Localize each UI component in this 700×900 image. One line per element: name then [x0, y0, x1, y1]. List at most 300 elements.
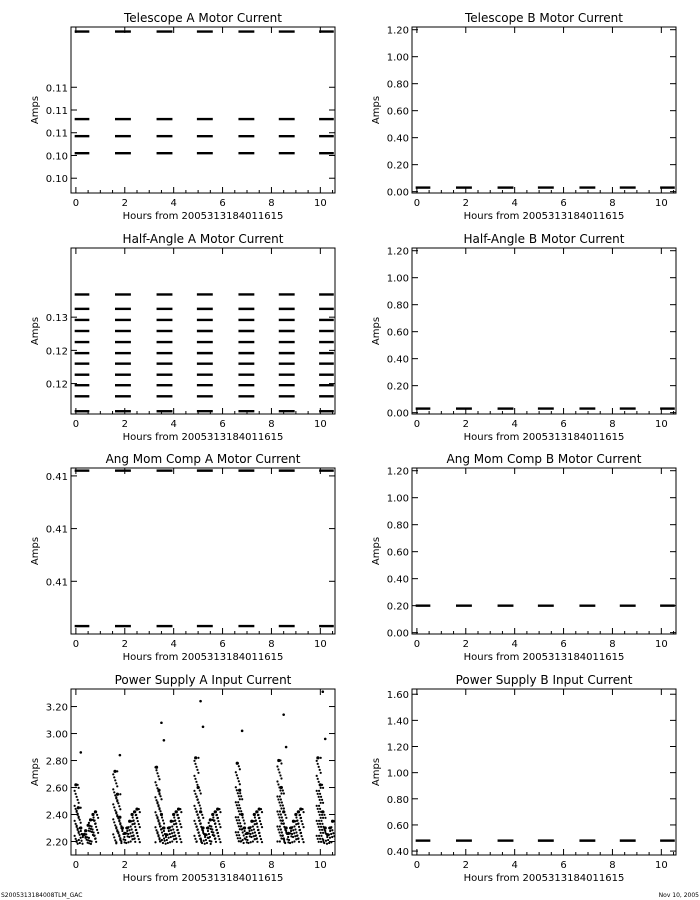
x-tick-label: 10: [654, 198, 668, 209]
chart-0: [30, 11, 335, 222]
cloud-point: [115, 811, 117, 813]
plot-frame: [71, 27, 335, 193]
cloud-point: [330, 841, 332, 843]
cloud-point: [279, 819, 281, 821]
y-tick-label: 0.40: [386, 354, 409, 366]
cloud-point: [201, 814, 203, 816]
cloud-point: [279, 825, 281, 827]
cloud-point: [283, 839, 285, 841]
cloud-point: [300, 835, 302, 837]
cloud-point: [157, 789, 159, 791]
cloud-point: [320, 817, 322, 819]
cloud-point: [154, 796, 156, 798]
cloud-point: [280, 807, 282, 809]
cloud-point: [280, 798, 282, 800]
cloud-point: [317, 778, 319, 780]
cloud-point: [252, 825, 254, 827]
cloud-point: [158, 778, 160, 780]
cloud-point: [160, 813, 162, 815]
cloud-point: [197, 798, 199, 800]
plot-frame: [412, 248, 676, 414]
cloud-point: [298, 814, 300, 816]
plot-frame: [412, 689, 676, 855]
cloud-point: [175, 838, 177, 840]
cloud-point: [318, 820, 320, 822]
cloud-point: [208, 833, 210, 835]
cloud-point: [112, 773, 114, 775]
cloud-point: [82, 836, 84, 838]
cloud-point: [79, 827, 81, 829]
cloud-point: [193, 835, 195, 837]
data-point: [285, 746, 288, 749]
cloud-point: [324, 817, 326, 819]
cloud-point: [163, 830, 165, 832]
data-point: [89, 818, 92, 821]
x-tick-label: 2: [121, 198, 128, 209]
y-tick-label: 1.00: [386, 273, 409, 285]
cloud-point: [286, 833, 288, 835]
x-tick-label: 8: [268, 198, 275, 209]
x-tick-label: 4: [511, 419, 518, 430]
cloud-point: [240, 825, 242, 827]
y-tick-label: 0.00: [386, 628, 409, 640]
cloud-point: [206, 827, 208, 829]
cloud-point: [169, 841, 171, 843]
cloud-point: [297, 838, 299, 840]
cloud-point: [137, 820, 139, 822]
cloud-point: [280, 777, 282, 779]
cloud-point: [242, 839, 244, 841]
cloud-point: [237, 837, 239, 839]
cloud-point: [302, 841, 304, 843]
y-tick-label: 3.20: [45, 702, 68, 714]
cloud-point: [196, 810, 198, 812]
cloud-point: [132, 816, 134, 818]
cloud-point: [321, 823, 323, 825]
y-tick-label: 0.41: [45, 524, 68, 536]
cloud-point: [119, 839, 121, 841]
cloud-point: [281, 820, 283, 822]
cloud-point: [250, 836, 252, 838]
cloud-point: [237, 777, 239, 779]
cloud-point: [321, 829, 323, 831]
cloud-point: [155, 814, 157, 816]
cloud-point: [320, 796, 322, 798]
cloud-point: [139, 841, 141, 843]
cloud-point: [116, 770, 118, 772]
cloud-point: [238, 810, 240, 812]
cloud-point: [158, 837, 160, 839]
cloud-point: [114, 824, 116, 826]
cloud-point: [282, 789, 284, 791]
y-tick-label: 1.20: [386, 246, 409, 258]
cloud-point: [320, 787, 322, 789]
cloud-point: [279, 759, 281, 761]
x-tick-label: 10: [313, 639, 327, 650]
cloud-point: [169, 833, 171, 835]
cloud-point: [115, 826, 117, 828]
cloud-point: [283, 811, 285, 813]
cloud-point: [137, 835, 139, 837]
cloud-point: [194, 793, 196, 795]
x-tick-label: 0: [413, 419, 421, 430]
cloud-point: [97, 832, 99, 834]
cloud-point: [78, 831, 80, 833]
cloud-point: [317, 838, 319, 840]
cloud-point: [258, 817, 260, 819]
cloud-point: [135, 814, 137, 816]
y-tick-label: 0.60: [386, 327, 409, 339]
cloud-point: [319, 838, 321, 840]
y-tick-label: 0.20: [386, 160, 409, 172]
x-tick-label: 8: [268, 639, 275, 650]
cloud-point: [114, 779, 116, 781]
cloud-point: [251, 829, 253, 831]
cloud-point: [243, 842, 245, 844]
chart-1: [371, 11, 676, 222]
y-tick-label: 0.40: [386, 574, 409, 586]
cloud-point: [300, 820, 302, 822]
cloud-point: [112, 818, 114, 820]
cloud-point: [318, 781, 320, 783]
cloud-point: [136, 817, 138, 819]
cloud-point: [118, 834, 120, 836]
x-tick-label: 4: [511, 860, 518, 871]
cloud-point: [259, 835, 261, 837]
cloud-point: [259, 820, 261, 822]
data-point: [209, 818, 212, 821]
cloud-point: [292, 836, 294, 838]
cloud-point: [154, 766, 156, 768]
cloud-point: [136, 832, 138, 834]
cloud-point: [219, 826, 221, 828]
x-tick-label: 0: [72, 198, 80, 209]
plot-frame: [71, 468, 335, 634]
data-point: [119, 754, 122, 757]
cloud-point: [200, 839, 202, 841]
cloud-point: [212, 816, 214, 818]
x-tick-label: 10: [313, 419, 327, 430]
cloud-point: [196, 769, 198, 771]
cloud-point: [164, 840, 166, 842]
cloud-point: [204, 843, 206, 845]
cloud-point: [278, 831, 280, 833]
cloud-point: [176, 829, 178, 831]
y-axis-label: Amps: [371, 757, 382, 787]
cloud-point: [155, 769, 157, 771]
cloud-point: [320, 772, 322, 774]
cloud-point: [281, 786, 283, 788]
cloud-point: [158, 807, 160, 809]
cloud-point: [316, 760, 318, 762]
cloud-point: [296, 820, 298, 822]
cloud-point: [214, 823, 216, 825]
cloud-point: [132, 835, 134, 837]
cloud-point: [326, 836, 328, 838]
cloud-point: [157, 775, 159, 777]
cloud-point: [118, 805, 120, 807]
data-point: [84, 829, 87, 832]
cloud-point: [198, 820, 200, 822]
cloud-point: [330, 826, 332, 828]
cloud-point: [171, 825, 173, 827]
cloud-point: [218, 823, 220, 825]
cloud-point: [167, 834, 169, 836]
cloud-point: [195, 781, 197, 783]
cloud-point: [198, 786, 200, 788]
cloud-point: [215, 811, 217, 813]
cloud-point: [240, 810, 242, 812]
y-tick-label: 0.40: [386, 847, 409, 859]
cloud-point: [156, 787, 158, 789]
cloud-point: [115, 782, 117, 784]
cloud-point: [293, 840, 295, 842]
cloud-point: [212, 831, 214, 833]
chart-2: [30, 232, 335, 443]
cloud-point: [287, 836, 289, 838]
cloud-point: [329, 837, 331, 839]
x-tick-label: 10: [313, 198, 327, 209]
cloud-point: [117, 816, 119, 818]
cloud-point: [319, 808, 321, 810]
y-tick-label: 0.60: [386, 820, 409, 832]
cloud-point: [319, 769, 321, 771]
cloud-point: [138, 838, 140, 840]
cloud-point: [254, 820, 256, 822]
cloud-point: [280, 828, 282, 830]
x-tick-label: 6: [219, 419, 226, 430]
cloud-point: [127, 833, 129, 835]
cloud-point: [112, 833, 114, 835]
cloud-point: [213, 835, 215, 837]
y-tick-label: 0.11: [45, 128, 68, 140]
cloud-point: [235, 801, 237, 803]
cloud-point: [235, 771, 237, 773]
cloud-point: [115, 796, 117, 798]
cloud-point: [179, 823, 181, 825]
chart-4: [30, 452, 335, 663]
data-point: [241, 730, 244, 733]
cloud-point: [316, 790, 318, 792]
x-tick-label: 2: [462, 639, 469, 650]
cloud-point: [176, 814, 178, 816]
cloud-point: [215, 826, 217, 828]
cloud-point: [131, 828, 133, 830]
chart-7: [371, 673, 676, 884]
cloud-point: [117, 802, 119, 804]
cloud-point: [280, 813, 282, 815]
cloud-point: [154, 811, 156, 813]
cloud-point: [252, 840, 254, 842]
cloud-point: [236, 804, 238, 806]
cloud-point: [242, 831, 244, 833]
y-tick-label: 1.40: [386, 716, 409, 728]
x-tick-label: 6: [560, 198, 567, 209]
cloud-point: [194, 823, 196, 825]
cloud-point: [156, 831, 158, 833]
cloud-point: [239, 822, 241, 824]
cloud-point: [115, 841, 117, 843]
cloud-point: [279, 789, 281, 791]
x-tick-label: 6: [560, 860, 567, 871]
cloud-point: [299, 832, 301, 834]
y-tick-label: 0.13: [45, 313, 68, 325]
cloud-point: [90, 840, 92, 842]
cloud-point: [254, 831, 256, 833]
cloud-point: [168, 830, 170, 832]
x-tick-label: 6: [219, 639, 226, 650]
x-tick-label: 6: [560, 419, 567, 430]
y-axis-label: Amps: [30, 95, 41, 125]
cloud-point: [250, 826, 252, 828]
cloud-point: [81, 843, 83, 845]
cloud-point: [131, 813, 133, 815]
cloud-point: [332, 832, 334, 834]
cloud-point: [302, 811, 304, 813]
cloud-point: [318, 841, 320, 843]
cloud-point: [195, 766, 197, 768]
cloud-point: [116, 814, 118, 816]
cloud-point: [133, 838, 135, 840]
cloud-point: [277, 783, 279, 785]
cloud-point: [210, 825, 212, 827]
cloud-point: [239, 768, 241, 770]
cloud-point: [193, 760, 195, 762]
cloud-point: [77, 799, 79, 801]
cloud-point: [197, 772, 199, 774]
cloud-point: [121, 830, 123, 832]
cloud-point: [119, 793, 121, 795]
cloud-point: [327, 839, 329, 841]
cloud-point: [289, 842, 291, 844]
cloud-point: [178, 820, 180, 822]
cloud-point: [322, 787, 324, 789]
cloud-point: [325, 833, 327, 835]
cloud-point: [200, 811, 202, 813]
y-axis-label: Amps: [30, 316, 41, 346]
cloud-point: [171, 840, 173, 842]
x-tick-label: 4: [170, 419, 177, 430]
cloud-point: [119, 822, 121, 824]
cloud-point: [280, 822, 282, 824]
cloud-point: [175, 823, 177, 825]
cloud-point: [138, 823, 140, 825]
x-tick-label: 6: [219, 860, 226, 871]
cloud-point: [206, 834, 208, 836]
cloud-point: [113, 836, 115, 838]
cloud-point: [239, 798, 241, 800]
cloud-point: [323, 842, 325, 844]
cloud-point: [295, 816, 297, 818]
cloud-point: [196, 840, 198, 842]
cloud-point: [76, 810, 78, 812]
y-axis-label: Amps: [371, 95, 382, 125]
cloud-point: [317, 808, 319, 810]
cloud-point: [319, 823, 321, 825]
cloud-point: [301, 823, 303, 825]
x-tick-label: 4: [170, 198, 177, 209]
cloud-point: [235, 831, 237, 833]
cloud-point: [172, 828, 174, 830]
x-axis-label: Hours from 2005313184011615: [122, 211, 284, 222]
cloud-point: [166, 839, 168, 841]
cloud-point: [241, 828, 243, 830]
x-tick-label: 2: [462, 860, 469, 871]
cloud-point: [157, 819, 159, 821]
cloud-point: [173, 831, 175, 833]
cloud-point: [282, 804, 284, 806]
data-point: [282, 713, 285, 716]
cloud-point: [215, 814, 217, 816]
cloud-point: [155, 829, 157, 831]
y-axis-label: Amps: [371, 316, 382, 346]
cloud-point: [163, 822, 165, 824]
data-layer: [75, 32, 334, 154]
cloud-point: [75, 838, 77, 840]
cloud-point: [78, 839, 80, 841]
chart-title: Telescope A Motor Current: [124, 11, 282, 25]
cloud-point: [78, 787, 80, 789]
cloud-point: [238, 789, 240, 791]
y-tick-label: 0.41: [45, 471, 68, 483]
cloud-point: [158, 792, 160, 794]
y-axis-label: Amps: [371, 536, 382, 566]
cloud-point: [116, 799, 118, 801]
y-tick-label: 0.80: [386, 794, 409, 806]
y-tick-label: 0.11: [45, 83, 68, 95]
cloud-point: [326, 843, 328, 845]
cloud-point: [160, 798, 162, 800]
cloud-point: [91, 813, 93, 815]
cloud-point: [322, 802, 324, 804]
cloud-point: [237, 816, 239, 818]
cloud-point: [176, 811, 178, 813]
cloud-point: [197, 757, 199, 759]
cloud-point: [323, 814, 325, 816]
cloud-point: [235, 786, 237, 788]
cloud-point: [199, 823, 201, 825]
cloud-point: [77, 813, 79, 815]
y-tick-label: 2.60: [45, 783, 68, 795]
cloud-point: [298, 811, 300, 813]
y-tick-label: 0.12: [45, 379, 68, 391]
plot-frame: [412, 468, 676, 634]
cloud-point: [296, 835, 298, 837]
cloud-point: [208, 837, 210, 839]
y-tick-label: 0.80: [386, 79, 409, 91]
y-tick-label: 0.40: [386, 133, 409, 145]
cloud-point: [320, 832, 322, 834]
cloud-point: [317, 823, 319, 825]
cloud-point: [198, 816, 200, 818]
cloud-point: [285, 830, 287, 832]
cloud-point: [173, 816, 175, 818]
cloud-point: [281, 831, 283, 833]
cloud-point: [323, 827, 325, 829]
cloud-point: [294, 828, 296, 830]
cloud-point: [318, 835, 320, 837]
cloud-point: [193, 790, 195, 792]
data-point: [79, 751, 82, 754]
cloud-point: [80, 830, 82, 832]
cloud-point: [80, 822, 82, 824]
cloud-point: [114, 809, 116, 811]
y-tick-label: 0.11: [45, 106, 68, 117]
cloud-point: [203, 840, 205, 842]
cloud-point: [154, 826, 156, 828]
cloud-point: [198, 831, 200, 833]
cloud-point: [96, 829, 98, 831]
